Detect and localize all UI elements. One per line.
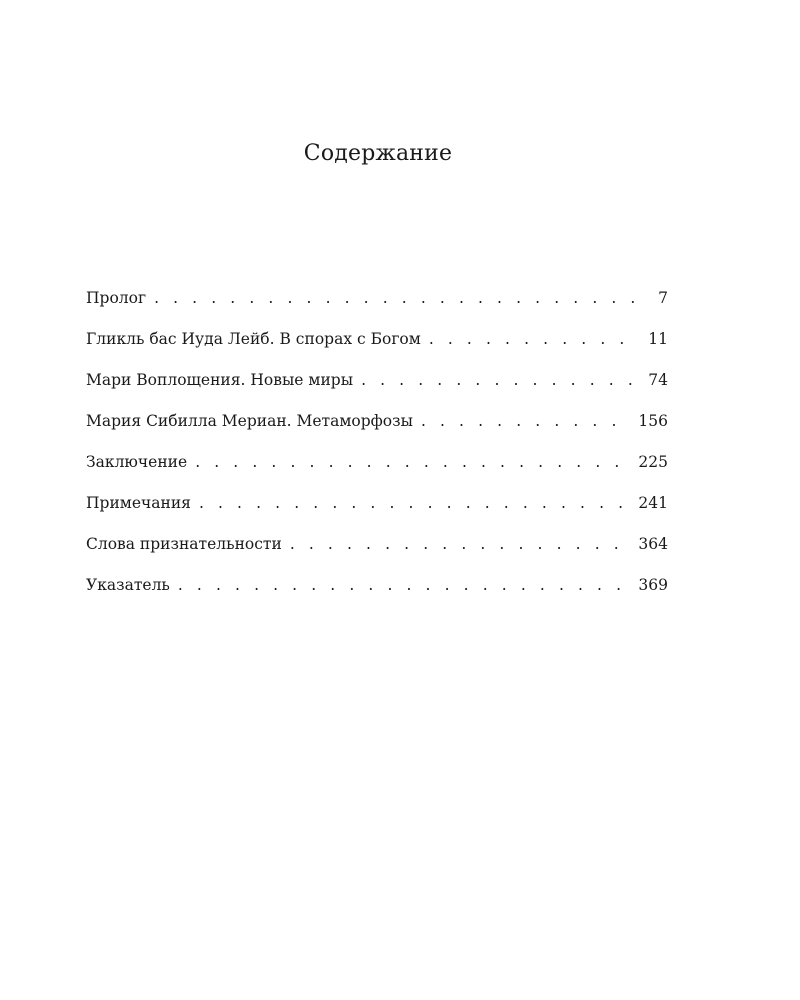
table-of-contents xyxy=(86,286,668,614)
toc-entry-merian[interactable] xyxy=(86,409,668,450)
dot-leader xyxy=(429,327,638,351)
toc-entry-page: 364 xyxy=(638,535,668,553)
toc-entry-marie[interactable] xyxy=(86,368,668,409)
toc-entry-prologue[interactable] xyxy=(86,286,668,327)
dot-leader xyxy=(290,532,629,556)
toc-entry-page: 369 xyxy=(638,576,668,594)
toc-entry-page: 74 xyxy=(648,371,668,389)
toc-entry-label: Мария Сибилла Мериан. Метаморфозы xyxy=(86,412,413,430)
dot-leader xyxy=(195,450,628,474)
toc-entry-notes[interactable] xyxy=(86,491,668,532)
dot-leader xyxy=(199,491,628,515)
toc-entry-glikl[interactable] xyxy=(86,327,668,368)
dot-leader xyxy=(421,409,628,433)
toc-entry-page: 7 xyxy=(658,289,668,307)
toc-entry-page: 156 xyxy=(638,412,668,430)
toc-entry-page: 241 xyxy=(638,494,668,512)
toc-entry-label: Слова признательности xyxy=(86,535,282,553)
page-title: Содержание xyxy=(303,141,453,166)
dot-leader xyxy=(361,368,638,392)
toc-entry-label: Указатель xyxy=(86,576,170,594)
toc-entry-label: Заключение xyxy=(86,453,188,471)
toc-entry-index[interactable] xyxy=(86,573,668,614)
toc-entry-page: 11 xyxy=(648,330,668,348)
toc-entry-label: Мари Воплощения. Новые миры xyxy=(86,371,354,389)
toc-entry-page: 225 xyxy=(638,453,668,471)
toc-entry-label: Примечания xyxy=(86,494,191,512)
dot-leader xyxy=(178,573,629,597)
toc-entry-label: Пролог xyxy=(86,289,147,307)
toc-entry-conclusion[interactable] xyxy=(86,450,668,491)
toc-entry-label: Гликль бас Иуда Лейб. В спорах с Богом xyxy=(86,330,421,348)
toc-entry-acknowledgements[interactable] xyxy=(86,532,668,573)
dot-leader xyxy=(154,286,648,310)
